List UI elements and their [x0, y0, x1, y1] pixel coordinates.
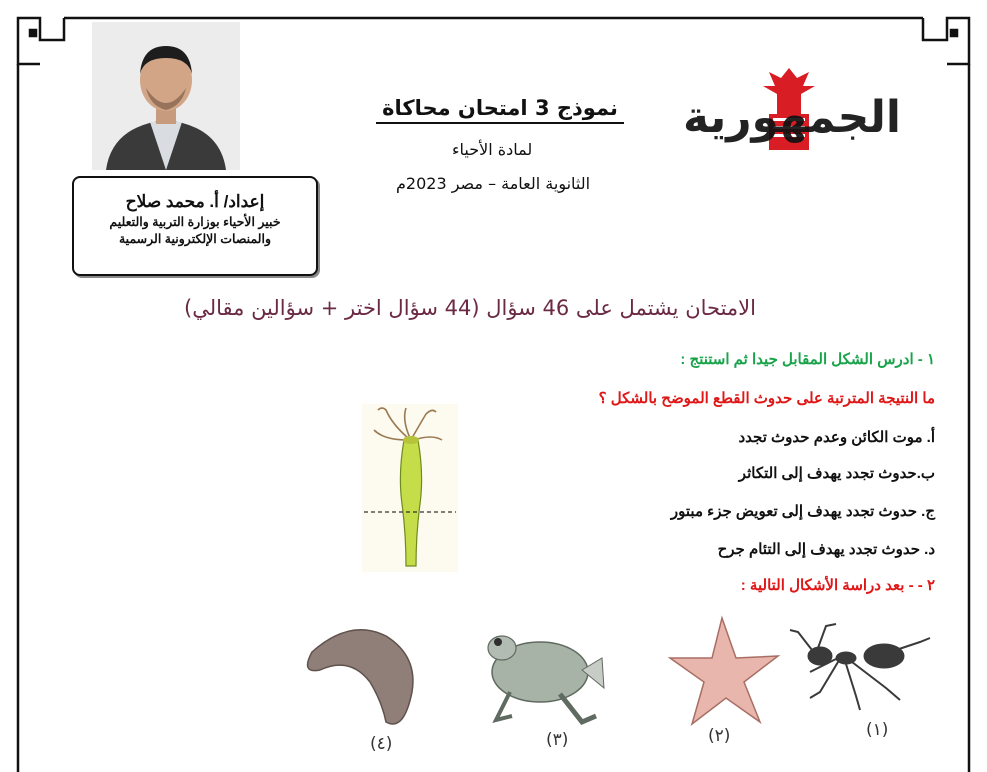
exam-title: نموذج 3 امتحان محاكاة [376, 96, 624, 124]
author-title-line2: والمنصات الإلكترونية الرسمية [118, 232, 271, 246]
svg-text:الجمهورية: الجمهورية [683, 92, 901, 143]
starfish-image [670, 618, 778, 724]
question1-option-c[interactable]: ج. حدوث تجدد يهدف إلى تعويض جزء مبتور [670, 503, 935, 520]
ant-image [790, 624, 930, 710]
question1-option-a[interactable]: أ. موت الكائن وعدم حدوث تجدد [738, 429, 935, 446]
newspaper-logo [683, 64, 901, 152]
question1-option-b[interactable]: ب.حدوث تجدد يهدف إلى التكاثر [738, 465, 935, 482]
figure-label-1: (١) [866, 720, 889, 740]
animals-figure [290, 612, 950, 744]
exam-subject: لمادة الأحياء [452, 140, 533, 159]
figure-label-3: (٣) [546, 730, 569, 750]
question1-prompt: ما النتيجة المترتبة على حدوث القطع الموضح بالشكل ؟ [598, 390, 935, 407]
figure-label-2: (٢) [708, 726, 731, 746]
planaria-image [308, 630, 413, 724]
exam-headline: الامتحان يشتمل على 46 سؤال (44 سؤال اختر + سؤالين مقالي) [184, 296, 756, 320]
author-box [72, 176, 318, 276]
question2-instruction: ٢ - - بعد دراسة الأشكال التالية : [740, 577, 935, 594]
exam-level: الثانوية العامة – مصر 2023م [396, 174, 591, 193]
exam-title-block [360, 96, 640, 124]
question1-instruction: ١ - ادرس الشكل المقابل جيدا ثم استنتج : [680, 351, 935, 368]
author-name: إعداد/ أ. محمد صلاح [125, 192, 265, 211]
figure-label-4: (٤) [370, 734, 393, 754]
author-title-line1: خبير الأحياء بوزارة التربية والتعليم [109, 215, 281, 229]
question1-option-d[interactable]: د. حدوث تجدد يهدف إلى التئام جرح [717, 541, 935, 558]
author-avatar [92, 22, 240, 170]
hydra-figure [362, 404, 458, 572]
frog-image [488, 636, 604, 722]
